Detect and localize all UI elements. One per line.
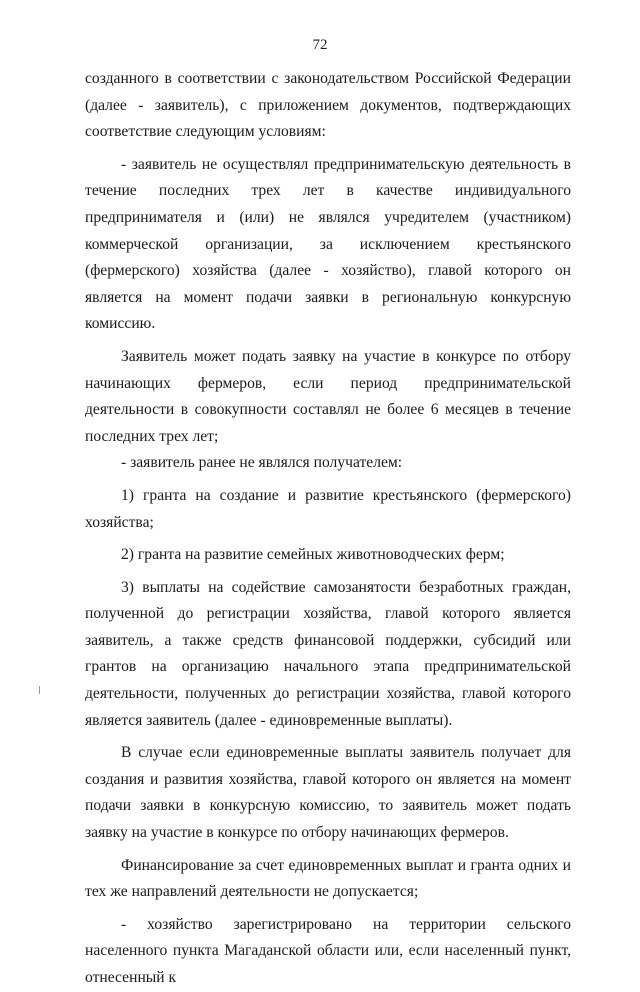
paragraph-applicant-definition: созданного в соответствии с законодательством Российской Федерации (далее - заявитель), с приложением документов, подтверждающих соответствие следующим условиям: xyxy=(85,70,571,141)
document-body xyxy=(85,66,571,992)
paragraph-farm-registration: - хозяйство зарегистрировано на территории сельского населенного пункта Магаданской области или, если населенный пункт, отнесенный к xyxy=(85,915,571,986)
paragraph-financing-restriction: Финансирование за счет единовременных выплат и гранта одних и тех же направлений деятельности не допускается; xyxy=(85,856,571,901)
paragraph-business-period: Заявитель может подать заявку на участие в конкурсе по отбору начинающих фермеров, если период предпринимательской деятельности в совокупности составлял не более 6 месяцев в течение последних трех лет; xyxy=(85,347,571,445)
paragraph-no-business-activity: - заявитель не осуществлял предпринимательскую деятельность в течение последних трех лет в качестве индивидуального предпринимателя и (или) не являлся учредителем (участником) коммерческой организации, за исключением крестьянского (фермерского) хозяйства (далее - хозяйство), главой которого он является на момент подачи заявки в региональную конкурсную комиссию. xyxy=(85,155,571,333)
paragraph-lump-sum-case: В случае если единовременные выплаты заявитель получает для создания и развития хозяйства, главой которого он является на момент подачи заявки в конкурсную комиссию, то заявитель может подать заявку на участие в конкурсе по отбору начинающих фермеров. xyxy=(85,744,571,842)
list-item-grant-farm: 1) гранта на создание и развитие крестьянского (фермерского) хозяйства; xyxy=(85,486,571,531)
paragraph-not-recipient: - заявитель ранее не являлся получателем: xyxy=(121,454,403,472)
margin-mark xyxy=(39,686,40,694)
list-item-payments: 3) выплаты на содействие самозанятости безработных граждан, полученной до регистрации хозяйства, главой которого является заявитель, а также средств финансовой поддержки, субсидий или грантов на организацию начального этапа предпринимательской деятельности, полученных до регистрации хозяйства, главой которого является заявитель (далее - единовременные выплаты). xyxy=(85,578,571,729)
page-number: 72 xyxy=(312,37,328,53)
list-item-grant-livestock: 2) гранта на развитие семейных животноводческих ферм; xyxy=(121,546,505,564)
